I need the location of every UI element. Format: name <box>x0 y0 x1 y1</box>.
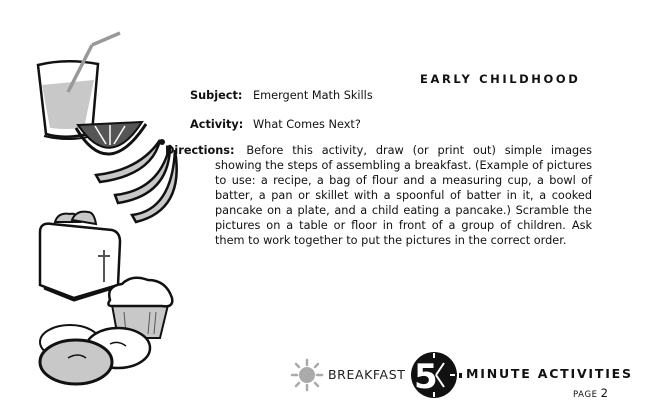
bagels-icon <box>40 325 150 384</box>
logo-dash <box>459 373 462 378</box>
page-indicator <box>573 386 609 400</box>
subject-row <box>190 88 373 103</box>
page-label: PAGE <box>573 390 598 400</box>
five-clock-icon <box>410 351 458 399</box>
series-title: MINUTE ACTIVITIES <box>466 366 633 381</box>
theme-label: BREAKFAST <box>328 367 406 382</box>
directions-row <box>165 143 592 248</box>
activity-label: Activity: <box>190 118 244 131</box>
subject-label: Subject: <box>190 89 243 102</box>
activity-value: What Comes Next? <box>253 118 361 131</box>
activity-row <box>190 117 361 132</box>
svg-text:5: 5 <box>414 357 438 397</box>
directions-text: Before this activity, draw (or print out) simple images showing the steps of assembling a breakfast. (Example of pictures to use: a recipe, a bag of flour and a measuring cup, a bowl of batter, a pan or skillet with a spoonful of batter in it, a cooked pancake on a plate, and a child eating a pancake.) Scramble the pictures on a table or floor in front of a group of children. Ask them to work together to put the pictures in the correct order. <box>215 144 592 247</box>
directions-label: Directions: <box>165 144 235 157</box>
toaster-icon <box>40 212 120 300</box>
sun-icon <box>290 358 324 392</box>
category-heading: EARLY CHILDHOOD <box>420 72 581 86</box>
breakfast-illustrations <box>0 0 200 418</box>
page-number: 2 <box>600 386 609 400</box>
subject-value: Emergent Math Skills <box>253 89 373 102</box>
